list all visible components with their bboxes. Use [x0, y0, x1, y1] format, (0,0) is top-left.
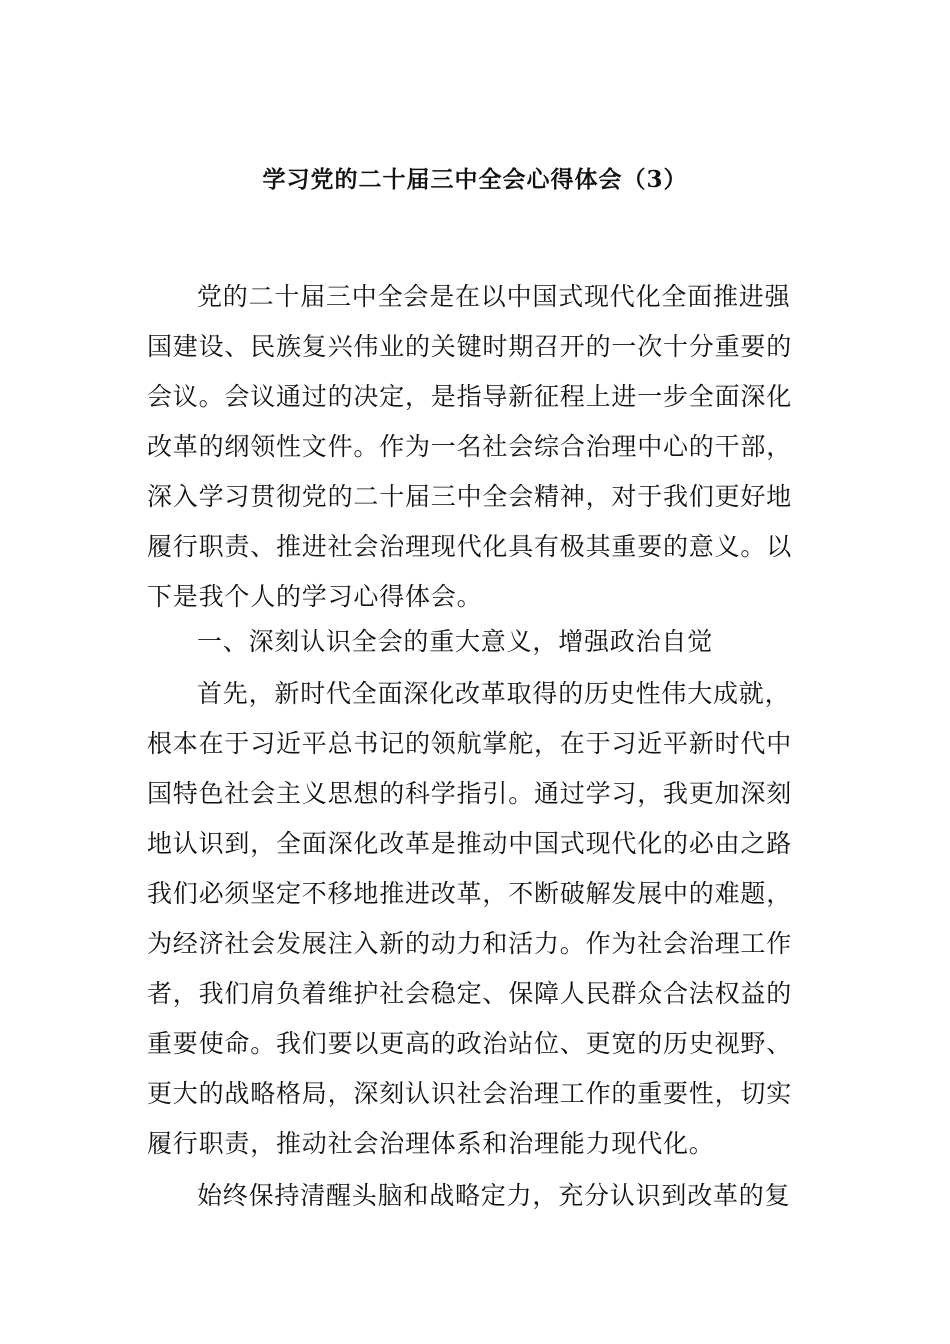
paragraph-line: 首先，新时代全面深化改革取得的历史性伟大成就，	[197, 679, 791, 708]
section-heading: 一、深刻认识全会的重大意义，增强政治自觉	[197, 627, 714, 656]
paragraph-line: 更大的战略格局，深刻认识社会治理工作的重要性，切实	[147, 1079, 793, 1108]
paragraph-line: 国特色社会主义思想的科学指引。通过学习，我更加深刻	[147, 779, 793, 808]
paragraph-line: 始终保持清醒头脑和战略定力，充分认识到改革的复	[197, 1181, 791, 1210]
paragraph-line: 国建设、民族复兴伟业的关键时期召开的一次十分重要的	[147, 332, 793, 361]
paragraph-line: 地认识到，全面深化改革是推动中国式现代化的必由之路	[147, 829, 793, 858]
paragraph-line: 下是我个人的学习心得体会。	[147, 582, 483, 611]
paragraph-line: 会议。会议通过的决定，是指导新征程上进一步全面深化	[147, 382, 793, 411]
paragraph-line: 深入学习贯彻党的二十届三中全会精神，对于我们更好地	[147, 482, 793, 511]
paragraph-line: 为经济社会发展注入新的动力和活力。作为社会治理工作	[147, 929, 793, 958]
paragraph-line: 履行职责，推动社会治理体系和治理能力现代化。	[147, 1129, 715, 1158]
paragraph-line: 改革的纲领性文件。作为一名社会综合治理中心的干部，	[147, 432, 793, 461]
paragraph-line: 根本在于习近平总书记的领航掌舵，在于习近平新时代中	[147, 729, 793, 758]
paragraph-line: 我们必须坚定不移地推进改革，不断破解发展中的难题，	[147, 879, 793, 908]
paragraph-line: 重要使命。我们要以更高的政治站位、更宽的历史视野、	[147, 1029, 793, 1058]
document-title: 学习党的二十届三中全会心得体会（3）	[262, 166, 688, 193]
paragraph-line: 履行职责、推进社会治理现代化具有极其重要的意义。以	[147, 532, 793, 561]
paragraph-line: 者，我们肩负着维护社会稳定、保障人民群众合法权益的	[147, 979, 793, 1008]
paragraph-line: 党的二十届三中全会是在以中国式现代化全面推进强	[197, 282, 791, 311]
